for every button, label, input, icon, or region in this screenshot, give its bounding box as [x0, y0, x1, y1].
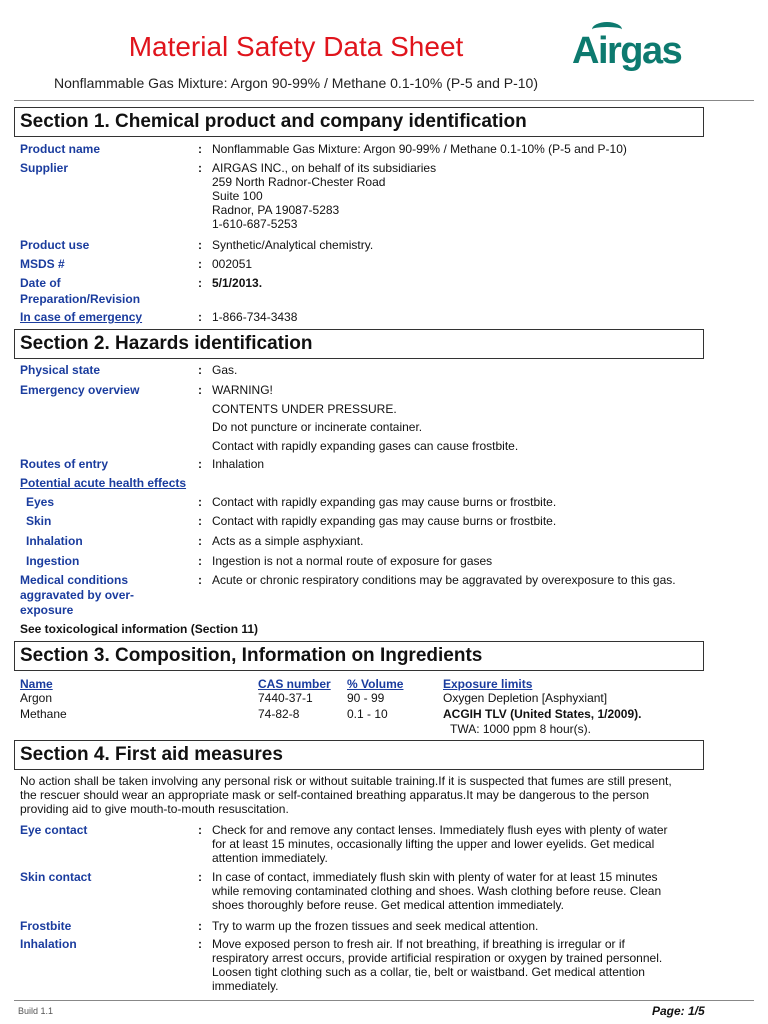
- page-number: Page: 1/5: [652, 1004, 705, 1018]
- supplier-value: AIRGAS INC., on behalf of its subsidiaries 259 North Radnor-Chester Road Suite 100 Radnor, PA 19087-5283 1-610-687-5253: [212, 161, 437, 231]
- col-header-limits: Exposure limits: [443, 677, 533, 691]
- emergency-overview-value: WARNING! CONTENTS UNDER PRESSURE. Do not puncture or incinerate container. Contact with rapidly expanding gases can cause frostbite.: [212, 383, 519, 453]
- supplier-label: Supplier: [20, 161, 69, 175]
- emergency-label[interactable]: In case of emergency: [20, 310, 143, 324]
- document-subtitle: Nonflammable Gas Mixture: Argon 90-99% / Methane 0.1-10% (P-5 and P-10): [53, 75, 539, 91]
- eye-contact-label: Eye contact: [20, 823, 88, 837]
- skin-contact-label: Skin contact: [20, 870, 92, 884]
- eyes-value: Contact with rapidly expanding gas may cause burns or frostbite.: [212, 495, 557, 509]
- routes-label: Routes of entry: [20, 457, 109, 471]
- frostbite-label: Frostbite: [20, 919, 72, 933]
- section-1-header: Section 1. Chemical product and company identification: [14, 107, 704, 137]
- emergency-overview-label: Emergency overview: [20, 383, 140, 397]
- product-use-value: Synthetic/Analytical chemistry.: [212, 238, 374, 252]
- build-label: Build 1.1: [18, 1006, 54, 1016]
- ingestion-value: Ingestion is not a normal route of exposure for gases: [212, 554, 493, 568]
- product-use-label: Product use: [20, 238, 90, 252]
- eyes-label: Eyes: [26, 495, 55, 509]
- date-value: 5/1/2013.: [212, 276, 263, 290]
- section-4-header: Section 4. First aid measures: [14, 740, 704, 770]
- col-header-cas: CAS number: [258, 677, 331, 691]
- header-divider: [14, 100, 754, 101]
- first-aid-inhalation-value: Move exposed person to fresh air. If not breathing, if breathing is irregular or if respiratory arrest occurs, provide artificial respiration or oxygen by trained personnel. Loosen tight clothing such as a collar, tie, belt or waistband. Get medical attention immediately.: [212, 937, 663, 993]
- product-name-value: Nonflammable Gas Mixture: Argon 90-99% / Methane 0.1-10% (P-5 and P-10): [212, 142, 627, 156]
- footer-divider: [14, 1000, 754, 1001]
- skin-value: Contact with rapidly expanding gas may cause burns or frostbite.: [212, 514, 557, 528]
- inhalation-label: Inhalation: [26, 534, 83, 548]
- section-3-header: Section 3. Composition, Information on Ingredients: [14, 641, 704, 671]
- eye-contact-value: Check for and remove any contact lenses. Immediately flush eyes with plenty of water for at least 15 minutes, occasionally lifting the upper and lower eyelids. Get medical attention immediately.: [212, 823, 668, 865]
- document-title: Material Safety Data Sheet: [128, 31, 464, 62]
- emergency-phone: 1-866-734-3438: [212, 310, 298, 324]
- section-2-header: Section 2. Hazards identification: [14, 329, 704, 359]
- see-toxicological-note: See toxicological information (Section 11): [20, 622, 259, 636]
- physical-state-value: Gas.: [212, 363, 238, 377]
- skin-label: Skin: [26, 514, 52, 528]
- col-header-volume: % Volume: [347, 677, 404, 691]
- inhalation-value: Acts as a simple asphyxiant.: [212, 534, 364, 548]
- acute-effects-label[interactable]: Potential acute health effects: [20, 476, 187, 490]
- msds-label: MSDS #: [20, 257, 65, 271]
- airgas-logo: Airgas: [572, 30, 682, 72]
- first-aid-intro: No action shall be taken involving any personal risk or without suitable training.If it is suspected that fumes are still present, the rescuer should wear an appropriate mask or self-contained breathing apparatus.It may be dangerous to the person providing aid to give mouth-to-mouth resuscitation.: [20, 774, 672, 816]
- ingestion-label: Ingestion: [26, 554, 80, 568]
- skin-contact-value: In case of contact, immediately flush skin with plenty of water for at least 15 minutes while removing contaminated clothing and shoes. Wash clothing before reuse. Clean shoes thoroughly before reuse. Get medical attention immediately.: [212, 870, 662, 912]
- date-label: Date of Preparation/Revision: [20, 276, 141, 306]
- col-header-name: Name: [20, 677, 53, 691]
- medical-conditions-value: Acute or chronic respiratory conditions may be aggravated by overexposure to this gas.: [212, 573, 676, 587]
- routes-value: Inhalation: [212, 457, 265, 471]
- medical-conditions-label: Medical conditions aggravated by over- exposure: [20, 573, 135, 617]
- physical-state-label: Physical state: [20, 363, 101, 377]
- frostbite-value: Try to warm up the frozen tissues and seek medical attention.: [212, 919, 539, 933]
- first-aid-inhalation-label: Inhalation: [20, 937, 77, 951]
- msds-value: 002051: [212, 257, 253, 271]
- product-name-label: Product name: [20, 142, 101, 156]
